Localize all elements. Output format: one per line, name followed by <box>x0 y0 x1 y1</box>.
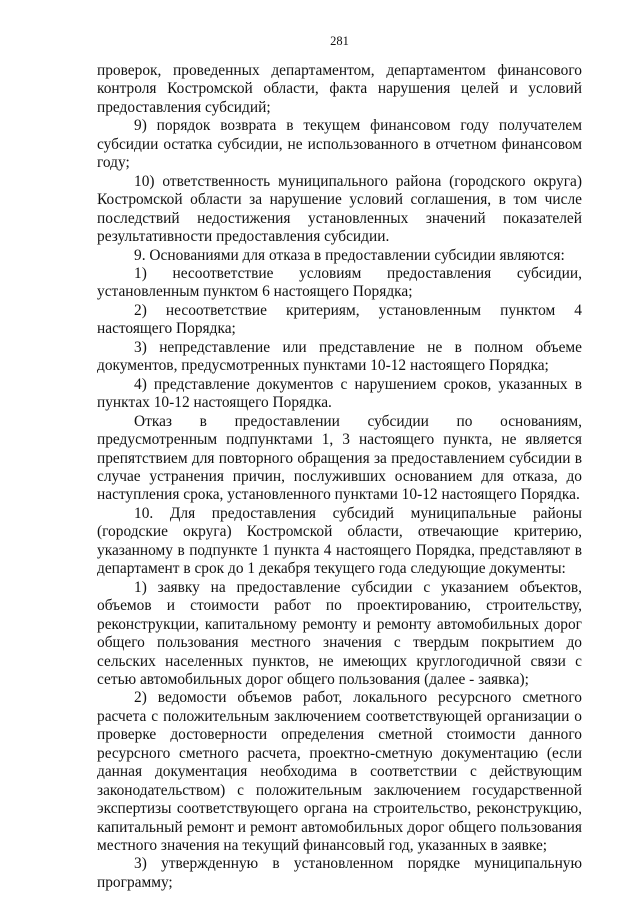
paragraph: 3) утвержденную в установленном порядке муниципальную программу; <box>97 855 582 891</box>
paragraph: 1) заявку на предоставление субсидии с указанием объектов, объемов и стоимости работ по проектированию, строительству, реконструкции, капитальному ремонту и ремонту автомобильных дорог общего пользования местного значения с твердым покрытием до сельских населенных пунктов, не имеющих круглогодичной связи с сетью автомобильных дорог общего пользования (далее - заявка); <box>97 578 582 688</box>
paragraph: 2) ведомости объемов работ, локального ресурсного сметного расчета с положительным заключением соответствующей организации о проверке достоверности определения сметной стоимости данного ресурсного сметного расчета, проектно-сметную документацию (если данная документация необходима в соответствии с действующим законодательством) с положительным заключением государственной экспертизы соответствующего органа на строительство, реконструкцию, капитальный ремонт и ремонт автомобильных дорог общего пользования местного значения на текущий финансовый год, указанных в заявке; <box>97 689 582 855</box>
paragraph: 10. Для предоставления субсидий муниципальные районы (городские округа) Костромской области, отвечающие критерию, указанному в подпункте 1 пункта 4 настоящего Порядка, представляют в департамент в срок до 1 декабря текущего года следующие документы: <box>97 504 582 578</box>
paragraph: 4) представление документов с нарушением сроков, указанных в пунктах 10-12 настоящего Порядка. <box>97 375 582 412</box>
paragraph: 3) непредставление или представление не в полном объеме документов, предусмотренных пунктами 10-12 настоящего Порядка; <box>97 338 582 375</box>
paragraph: 9) порядок возврата в текущем финансовом году получателем субсидии остатка субсидии, не использованного в отчетном финансовом году; <box>97 117 582 172</box>
document-body <box>97 62 582 892</box>
paragraph: 9. Основаниями для отказа в предоставлении субсидии являются: <box>134 246 565 264</box>
page-number: 281 <box>330 34 349 48</box>
paragraph: 1) несоответствие условиям предоставления субсидии, установленным пунктом 6 настоящего Порядка; <box>97 264 582 301</box>
paragraph: 10) ответственность муниципального района (городского округа) Костромской области за нарушение условий соглашения, в том числе последствий недостижения установленных значений показателей результативности предоставления субсидии. <box>97 172 582 246</box>
paragraph: проверок, проведенных департаментом, департаментом финансового контроля Костромской области, факта нарушения целей и условий предоставления субсидий; <box>97 62 582 116</box>
paragraph: 2) несоответствие критериям, установленным пунктом 4 настоящего Порядка; <box>97 301 582 338</box>
paragraph: Отказ в предоставлении субсидии по основаниям, предусмотренным подпунктами 1, 3 настоящего пункта, не является препятствием для повторного обращения за предоставлением субсидии в случае устранения причин, послуживших основанием для отказа, до наступления срока, установленного пунктами 10-12 настоящего Порядка. <box>97 412 582 504</box>
